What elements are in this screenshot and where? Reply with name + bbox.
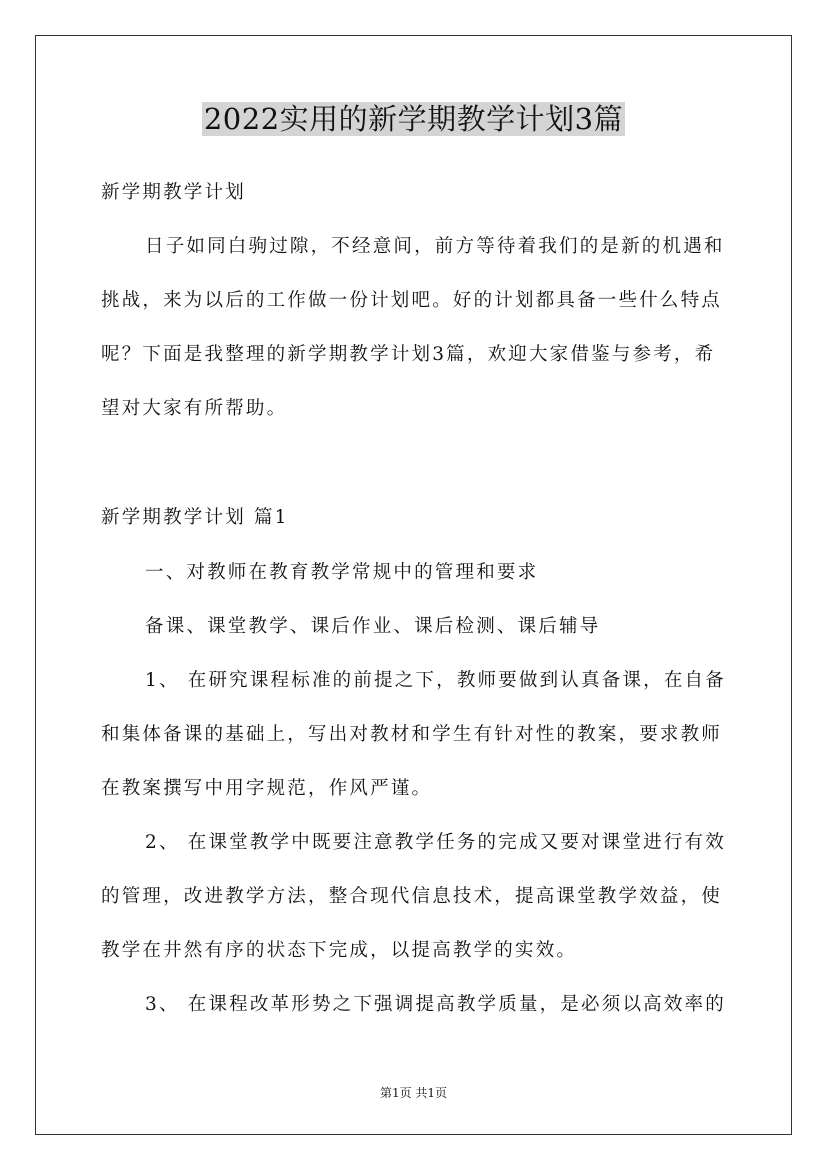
heading-plan: 新学期教学计划 xyxy=(101,182,246,203)
intro-line-2: 挑战，来为以后的工作做一份计划吧。好的计划都具备一些什么特点 xyxy=(101,290,723,311)
intro-line-4: 望对大家有所帮助。 xyxy=(101,398,288,419)
heading-plan-part1: 新学期教学计划 篇1 xyxy=(101,507,289,528)
intro-line-1: 日子如同白驹过隙，不经意间，前方等待着我们的是新的机遇和 xyxy=(145,236,725,257)
item1-line-1: 1、 在研究课程标准的前提之下，教师要做到认真备课，在自备 xyxy=(145,670,726,691)
intro-line-3: 呢？下面是我整理的新学期教学计划3篇，欢迎大家借鉴与参考，希 xyxy=(101,344,716,365)
section1-title: 一、对教师在教育教学常规中的管理和要求 xyxy=(145,562,539,583)
item1-line-2: 和集体备课的基础上，写出对教材和学生有针对性的教案，要求教师 xyxy=(101,724,723,745)
item2-line-2: 的管理，改进教学方法，整合现代信息技术，提高课堂教学效益，使 xyxy=(101,886,723,907)
item3-line-1: 3、 在课程改革形势之下强调提高教学质量，是必须以高效率的 xyxy=(145,994,726,1015)
document-title: 2022实用的新学期教学计划3篇 xyxy=(203,102,624,136)
item1-line-3: 在教案撰写中用字规范，作风严谨。 xyxy=(101,778,433,799)
item2-line-3: 教学在井然有序的状态下完成，以提高教学的实效。 xyxy=(101,940,578,961)
item2-line-1: 2、 在课堂教学中既要注意教学任务的完成又要对课堂进行有效 xyxy=(145,832,726,853)
page-footer: 第1页 共1页 xyxy=(379,1086,448,1100)
document-title-wrap xyxy=(0,98,827,140)
section1-items: 备课、课堂教学、课后作业、课后检测、课后辅导 xyxy=(145,616,601,637)
